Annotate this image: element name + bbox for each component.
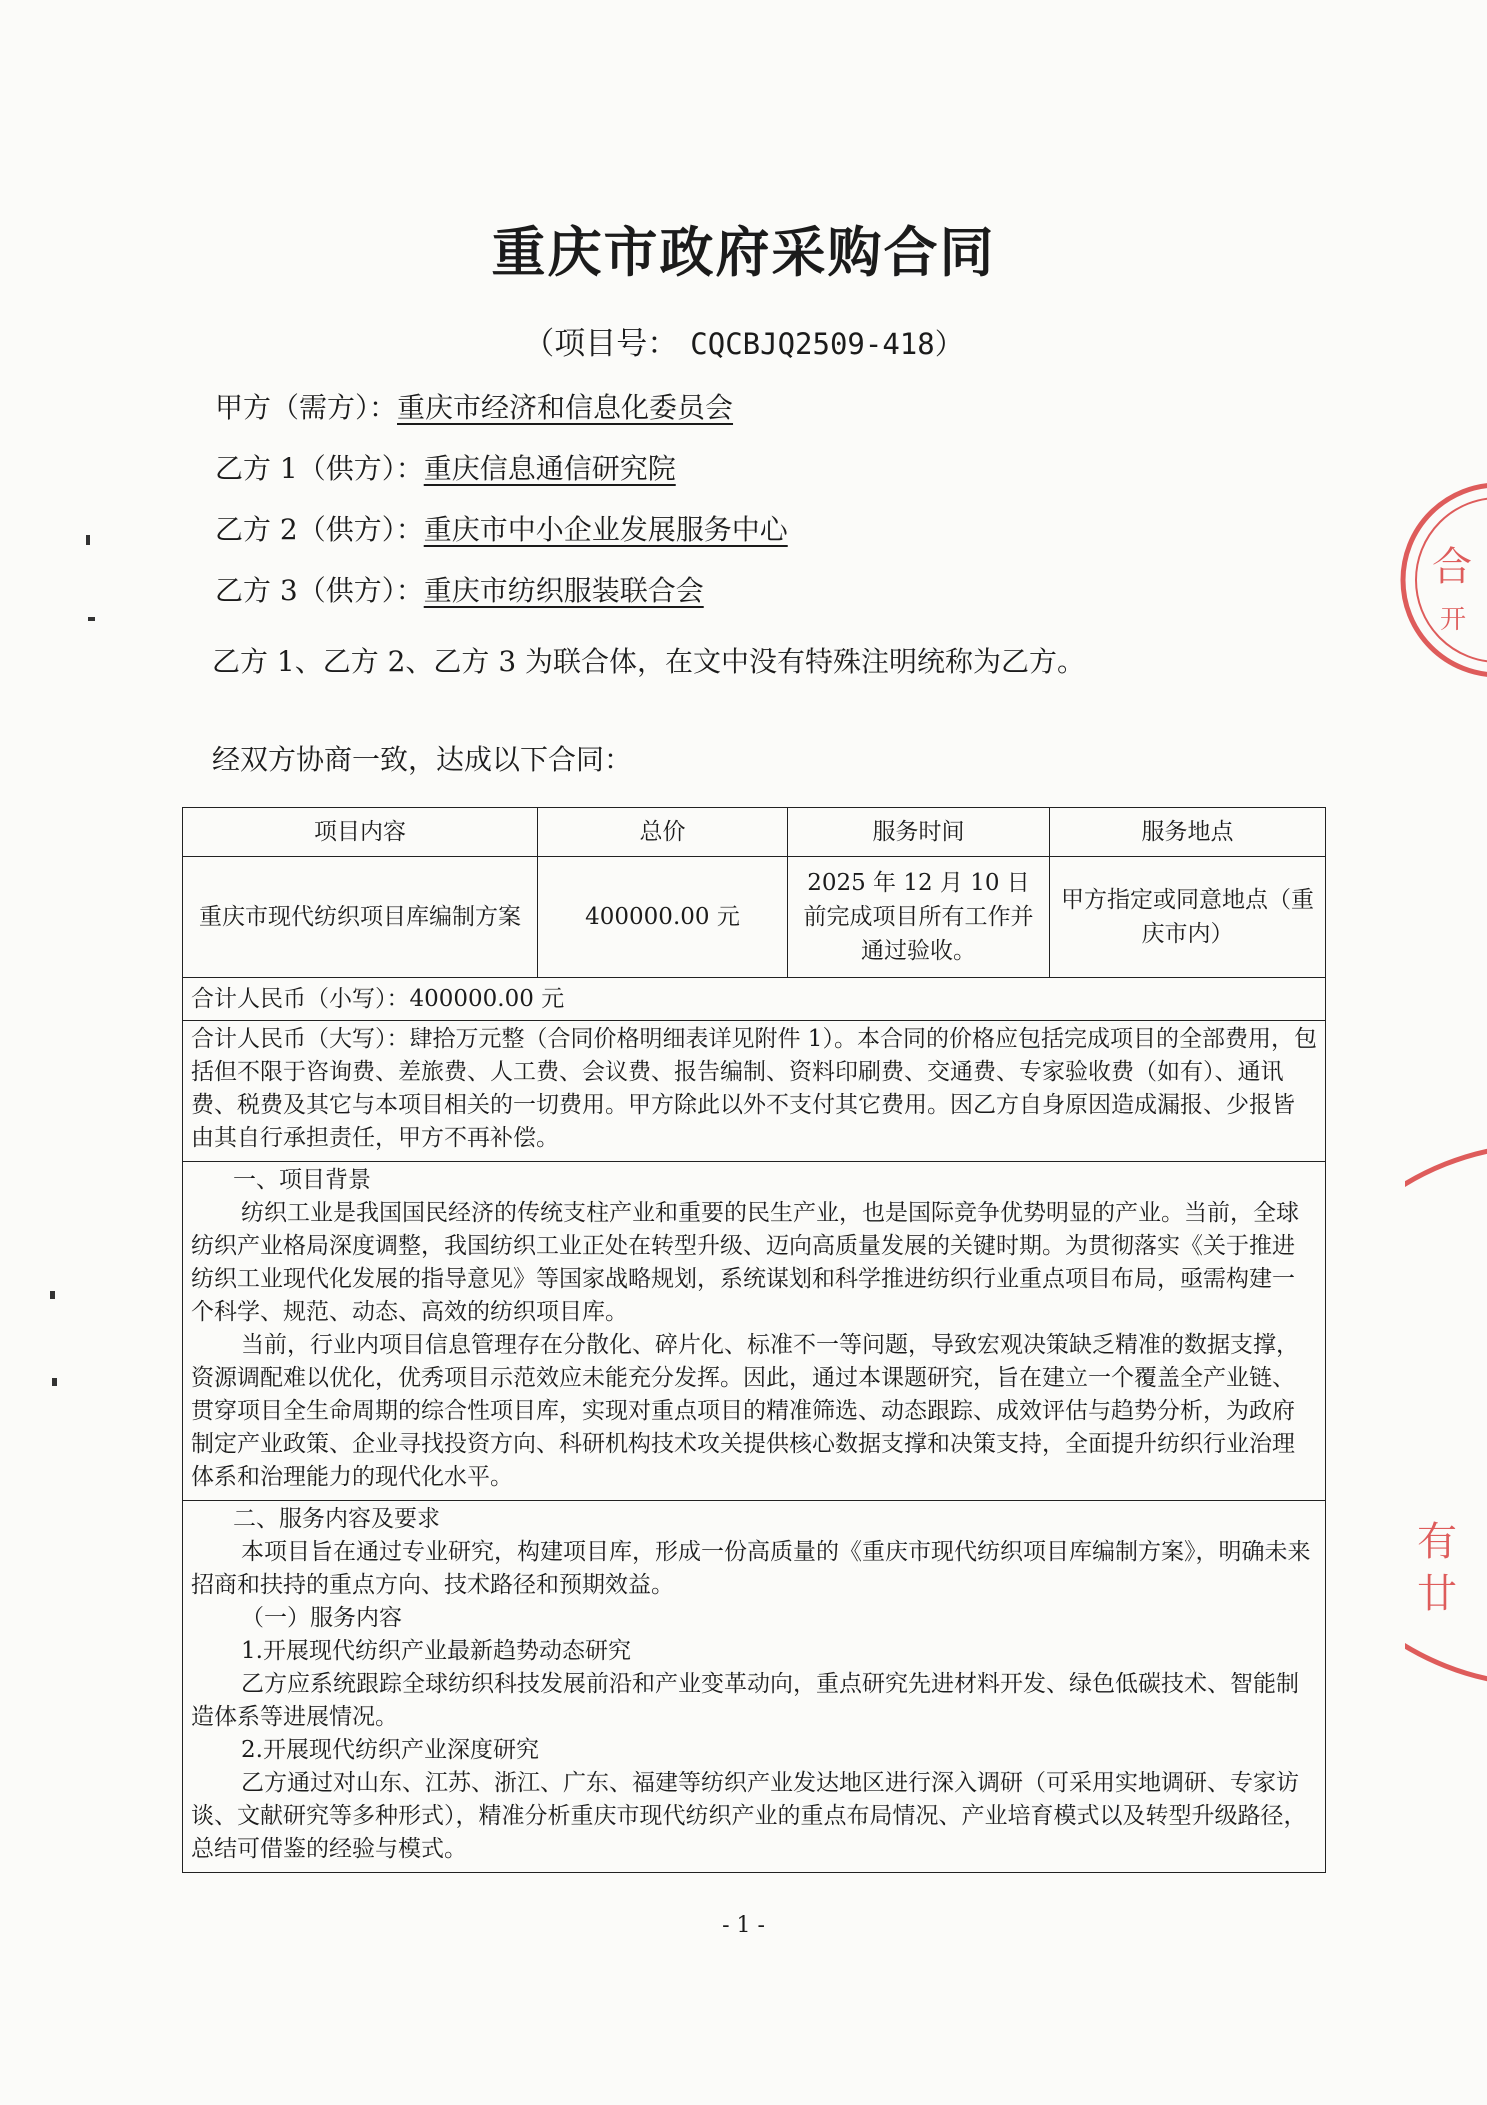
section-2-paragraph-1: 本项目旨在通过专业研究，构建项目库，形成一份高质量的《重庆市现代纺织项目库编制方案》，明确未来招商和扶持的重点方向、技术路径和预期效益。 [191, 1539, 1311, 1598]
item-1-text: 乙方应系统跟踪全球纺织科技发展前沿和产业变革动向，重点研究先进材料开发、绿色低碳技术、智能制造体系等进展情况。 [191, 1671, 1299, 1730]
cell-time: 2025 年 12 月 10 日前完成项目所有工作并通过验收。 [788, 857, 1050, 978]
background-section [183, 1162, 1326, 1501]
total-big: 合计人民币（大写）：肆拾万元整（合同价格明细表详见附件 1）。本合同的价格应包括完成项目的全部费用，包括但不限于咨询费、差旅费、人工费、会议费、报告编制、资料印刷费、交通费、专家验收费（如有）、通讯费、税费及其它与本项目相关的一切费用。甲方除此以外不支付其它费用。因乙方自身原因造成漏报、少报皆由其自行承担责任，甲方不再补偿。 [183, 1021, 1326, 1162]
cell-location: 甲方指定或同意地点（重庆市内） [1050, 857, 1326, 978]
section-1-title: 一、项目背景 [233, 1167, 371, 1193]
seal-glyph-2: 开 [1440, 605, 1467, 635]
project-number [0, 318, 1487, 363]
party-b2-line [215, 508, 788, 548]
document-title: 重庆市政府采购合同 [491, 221, 996, 284]
binding-mark [86, 535, 90, 545]
header-price: 总价 [538, 808, 788, 857]
seal-glyph-1: 合 [1432, 544, 1472, 590]
project-number-label: （项目号： [523, 326, 679, 362]
section-1-paragraph-1: 纺织工业是我国国民经济的传统支柱产业和重要的民生产业，也是国际竞争优势明显的产业。当前，全球纺织产业格局深度调整，我国纺织工业正处在转型升级、迈向高质量发展的关键时期。为贯彻落实《关于推进纺织工业现代化发展的指导意见》等国家战略规划，系统谋划和科学推进纺织行业重点项目布局，亟需构建一个科学、规范、动态、高效的纺织项目库。 [191, 1200, 1299, 1325]
binding-mark [50, 1291, 55, 1299]
party-b3-name: 重庆市纺织服装联合会 [423, 574, 704, 607]
party-b2-label: 乙方 2（供方）： [215, 513, 424, 546]
party-a-line [215, 386, 733, 426]
seal-glyph-4: 廿 [1417, 1571, 1457, 1617]
item-1-title: 1.开展现代纺织产业最新趋势动态研究 [241, 1638, 631, 1664]
project-number-code: CQCBJQ2509-418） [690, 327, 964, 361]
binding-mark [52, 1378, 57, 1386]
seal-glyph-3: 有 [1417, 1519, 1457, 1565]
agreement-intro: 经双方协商一致，达成以下合同： [212, 743, 633, 776]
party-a-name: 重庆市经济和信息化委员会 [397, 391, 734, 424]
table-header-row [183, 808, 1326, 857]
cell-content: 重庆市现代纺织项目库编制方案 [183, 857, 538, 978]
page-number: - 1 - [722, 1913, 765, 1938]
section-2-title: 二、服务内容及要求 [233, 1506, 440, 1532]
service-section-row [183, 1501, 1326, 1873]
total-small-row [183, 978, 1326, 1021]
header-time: 服务时间 [788, 808, 1050, 857]
total-big-row [183, 1021, 1326, 1162]
binding-mark [88, 617, 95, 621]
header-content: 项目内容 [183, 808, 538, 857]
cell-price: 400000.00 元 [538, 857, 788, 978]
item-2-title: 2.开展现代纺织产业深度研究 [241, 1737, 539, 1763]
background-section-row [183, 1162, 1326, 1501]
party-a-label: 甲方（需方）： [215, 391, 398, 424]
header-location: 服务地点 [1050, 808, 1326, 857]
seal-stamp-upper [1380, 480, 1487, 680]
party-b3-line [215, 569, 704, 609]
party-b1-label: 乙方 1（供方）： [215, 452, 424, 485]
item-2-text: 乙方通过对山东、江苏、浙江、广东、福建等纺织产业发达地区进行深入调研（可采用实地调研、专家访谈、文献研究等多种形式），精准分析重庆市现代纺织产业的重点布局情况、产业培育模式以及转型升级路径，总结可借鉴的经验与模式。 [191, 1770, 1307, 1862]
section-1-paragraph-2: 当前，行业内项目信息管理存在分散化、碎片化、标准不一等问题，导致宏观决策缺乏精准的数据支撑，资源调配难以优化，优秀项目示范效应未能充分发挥。因此，通过本课题研究，旨在建立一个覆盖全产业链、贯穿项目全生命周期的综合性项目库，实现对重点项目的精准筛选、动态跟踪、成效评估与趋势分析，为政府制定产业政策、企业寻找投资方向、科研机构技术攻关提供核心数据支撑和决策支持，全面提升纺织行业治理体系和治理能力的现代化水平。 [191, 1332, 1299, 1490]
party-b1-name: 重庆信息通信研究院 [423, 452, 676, 485]
subsection-1-title: （一）服务内容 [241, 1605, 402, 1631]
party-b3-label: 乙方 3（供方）： [215, 574, 424, 607]
seal-stamp-lower [1405, 1135, 1487, 1695]
party-b2-name: 重庆市中小企业发展服务中心 [423, 513, 788, 546]
contract-table [182, 807, 1326, 1873]
service-section [183, 1501, 1326, 1873]
total-small: 合计人民币（小写）：400000.00 元 [183, 978, 1326, 1021]
party-b1-line [215, 447, 676, 487]
table-row [183, 857, 1326, 978]
consortium-note: 乙方 1、乙方 2、乙方 3 为联合体，在文中没有特殊注明统称为乙方。 [212, 645, 1086, 678]
